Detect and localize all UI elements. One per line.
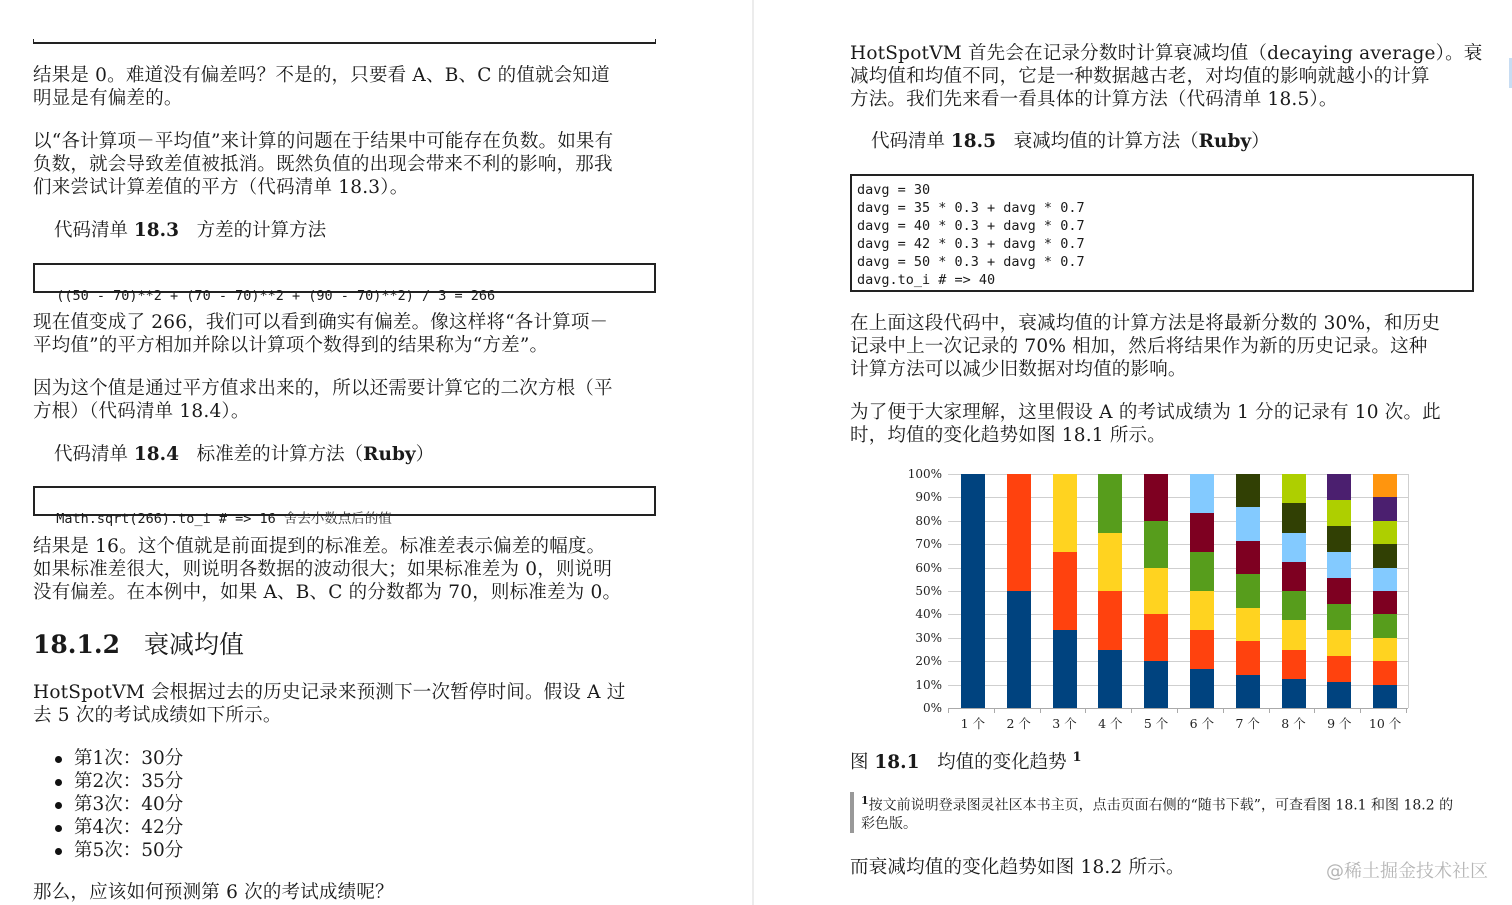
watermark: @稀土掘金技术社区: [1326, 861, 1488, 882]
bar-segment: [1190, 669, 1214, 708]
y-tick-label: 80%: [915, 513, 942, 528]
bar-segment: [1327, 630, 1351, 656]
list-item: 第4次：42分: [52, 816, 183, 839]
code-listing-18-3: ((50 - 70)**2 + (70 - 70)**2 + (90 - 70)**2) / 3 = 266: [33, 263, 656, 293]
bar-segment: [1282, 679, 1306, 708]
x-tick-label: 8 个: [1281, 716, 1306, 731]
bar-segment: [1236, 574, 1260, 607]
paragraph-negative-issue: 以“各计算项－平均值”来计算的问题在于结果中可能存在负数。如果有 负数，就会导致差值被抵消。既然负值的出现会带来不利的影响，那我 们来尝试计算差值的平方（代码清单 18.3）。: [33, 131, 614, 198]
paragraph-question: 那么，应该如何预测第 6 次的考试成绩呢？: [33, 882, 394, 903]
bar-stack: [1327, 474, 1351, 708]
bar-stack: [1007, 474, 1031, 708]
footnote: $^1$按文前说明登录图灵社区本书主页，点击页面右侧的“随书下载”，可查看图 18.1 和图 18.2 的 彩色版。: [850, 792, 1491, 833]
bar-segment: [1373, 544, 1397, 567]
bar-segment: [1190, 474, 1214, 513]
bar-segment: [1236, 641, 1260, 674]
list-item: 第5次：50分: [52, 839, 183, 862]
x-tick-label: 5 个: [1143, 716, 1169, 731]
y-tick-label: 0%: [922, 701, 942, 715]
x-tick-label: 1 个: [960, 716, 986, 731]
bar-segment: [1373, 638, 1397, 661]
y-tick-label: 50%: [915, 584, 942, 598]
list-item: 第3次：40分: [52, 793, 183, 816]
paragraph-figure-18-2-intro: 而衰减均值的变化趋势如图 18.2 所示。: [850, 857, 1185, 878]
bar-segment: [1373, 521, 1397, 544]
bar-segment: [1373, 568, 1397, 591]
paragraph-figure-intro: 为了便于大家理解，这里假设 A 的考试成绩为 1 分的记录有 10 次。此 时，均值的变化趋势如图 18.1 所示。: [850, 402, 1441, 446]
bar-segment: [1053, 474, 1077, 552]
x-tick: [1177, 708, 1178, 713]
bar-segment: [1236, 608, 1260, 641]
listing-caption-18-3: 代码清单 18.3 方差的计算方法: [54, 220, 327, 241]
bar-segment: [1327, 474, 1351, 500]
x-tick: [1406, 708, 1407, 713]
bar-stack: [1282, 474, 1306, 708]
bar-segment: [1190, 552, 1214, 591]
y-tick-label: 100%: [907, 467, 942, 481]
bar-segment: [1236, 474, 1260, 507]
bar-segment: [1144, 521, 1168, 568]
bar-stack: [961, 474, 985, 708]
listing-caption-18-5: 代码清单 18.5 衰减均值的计算方法（Ruby）: [871, 131, 1270, 152]
x-tick: [994, 708, 995, 713]
bar-segment: [1327, 578, 1351, 604]
bar-segment: [1007, 591, 1031, 708]
paragraph-square-root: 因为这个值是通过平方值求出来的，所以还需要计算它的二次方根（平 方根）（代码清单 18.4）。: [33, 378, 613, 422]
bar-segment: [1144, 568, 1168, 615]
bar-segment: [1236, 541, 1260, 574]
bar-stack: [1144, 474, 1168, 708]
x-tick: [1360, 708, 1361, 713]
listing-caption-18-4: 代码清单 18.4 标准差的计算方法（Ruby）: [54, 444, 435, 465]
x-axis-line: [948, 708, 1408, 709]
bar-stack: [1098, 474, 1122, 708]
x-tick-label: 3 个: [1052, 716, 1077, 731]
bar-segment: [1282, 620, 1306, 649]
bar-segment: [1282, 474, 1306, 503]
bar-segment: [1098, 533, 1122, 592]
code-listing-18-5: davg = 30 davg = 35 * 0.3 + davg * 0.7 davg = 40 * 0.3 + davg * 0.7 davg = 42 * 0.3 + davg * 0.7 davg = 50 * 0.3 + davg * 0.7 davg.to_i # => 40: [850, 174, 1474, 292]
bar-segment: [1098, 591, 1122, 650]
top-rule: [33, 42, 656, 44]
bar-segment: [1327, 682, 1351, 708]
bar-segment: [1373, 474, 1397, 497]
score-list: [52, 747, 183, 862]
bar-segment: [1327, 604, 1351, 630]
y-tick-label: 20%: [915, 654, 942, 669]
figure-caption: 图 18.1 均值的变化趋势 $^1$: [850, 750, 1082, 774]
paragraph-code-explanation: 在上面这段代码中，衰减均值的计算方法是将最新分数的 30%，和历史 记录中上一次记录的 70% 相加，然后将结果作为新的历史记录。这种 计算方法可以减少旧数据对均值的影响。: [850, 313, 1441, 380]
bar-segment: [1236, 675, 1260, 708]
x-tick-label: 4 个: [1098, 716, 1123, 731]
bar-stack: [1236, 474, 1260, 708]
bar-segment: [1053, 630, 1077, 708]
y-tick-label: 60%: [915, 560, 942, 575]
x-tick: [1223, 708, 1224, 713]
bar-segment: [1007, 474, 1031, 591]
x-tick: [1085, 708, 1086, 713]
x-tick-label: 10 个: [1368, 716, 1402, 731]
bar-segment: [1373, 591, 1397, 614]
paragraph-result-zero: 结果是 0。难道没有偏差吗？不是的，只要看 A、B、C 的值就会知道 明显是有偏差的。: [33, 65, 610, 109]
list-item: 第1次：30分: [52, 747, 183, 770]
bar-segment: [1327, 526, 1351, 552]
bar-segment: [1053, 552, 1077, 630]
section-heading: 18.1.2 衰减均值: [33, 630, 245, 659]
bar-segment: [1190, 591, 1214, 630]
y-tick-label: 10%: [915, 677, 942, 692]
bar-segment: [1236, 507, 1260, 540]
y-tick-label: 70%: [915, 537, 942, 552]
bar-segment: [1098, 474, 1122, 533]
y-tick-label: 40%: [915, 607, 942, 622]
paragraph-std-dev: 结果是 16。这个值就是前面提到的标准差。标准差表示偏差的幅度。 如果标准差很大，则说明各数据的波动很大；如果标准差为 0，则说明 没有偏差。在本例中，如果 A、B、C 的分数都为 70，则标准差为 0。: [33, 536, 622, 603]
footnote-ref: 1: [1072, 750, 1082, 765]
x-tick: [1269, 708, 1270, 713]
list-item: 第2次：35分: [52, 770, 183, 793]
x-tick: [1131, 708, 1132, 713]
x-tick-label: 9 个: [1327, 716, 1352, 731]
bar-segment: [1144, 661, 1168, 708]
bar-segment: [1282, 650, 1306, 679]
x-tick: [1314, 708, 1315, 713]
bar-segment: [1282, 503, 1306, 532]
bar-segment: [1144, 614, 1168, 661]
x-tick: [948, 708, 949, 713]
bar-segment: [1327, 500, 1351, 526]
bar-stack: [1373, 474, 1397, 708]
code-listing-18-4: Math.sqrt(266).to_i # => 16 舍去小数点后的值: [33, 486, 656, 516]
bar-segment: [1098, 650, 1122, 709]
x-tick-label: 2 个: [1006, 716, 1031, 731]
bar-segment: [1373, 614, 1397, 637]
bar-segment: [1190, 513, 1214, 552]
x-tick: [1040, 708, 1041, 713]
x-tick-label: 6 个: [1189, 716, 1215, 731]
paragraph-variance: 现在值变成了 266，我们可以看到确实有偏差。像这样将“各计算项－ 平均值”的平方相加并除以计算项个数得到的结果称为“方差”。: [33, 312, 609, 356]
bar-stack: [1190, 474, 1214, 708]
bar-segment: [1282, 533, 1306, 562]
paragraph-decaying-average: HotSpotVM 首先会在记录分数时计算衰减均值（decaying average）。衰 减均值和均值不同，它是一种数据越古老，对均值的影响就越小的计算 方法。我们先来看一看具体的计算方法（代码清单 18.5）。: [850, 43, 1483, 110]
bar-segment: [1373, 497, 1397, 520]
bar-segment: [961, 474, 985, 708]
bar-segment: [1373, 661, 1397, 684]
y-tick-label: 90%: [915, 490, 942, 505]
bar-stack: [1053, 474, 1077, 708]
bar-segment: [1144, 474, 1168, 521]
y-tick-label: 30%: [915, 630, 942, 645]
bar-segment: [1190, 630, 1214, 669]
stacked-bar-chart: [900, 468, 1420, 738]
bar-segment: [1327, 656, 1351, 682]
paragraph-hotspot-predict: HotSpotVM 会根据过去的历史记录来预测下一次暂停时间。假设 A 过 去 5 次的考试成绩如下所示。: [33, 682, 626, 726]
bar-segment: [1282, 591, 1306, 620]
bar-segment: [1282, 562, 1306, 591]
x-tick-label: 7 个: [1235, 716, 1260, 731]
chart-plot-area: [950, 474, 1409, 708]
bar-segment: [1327, 552, 1351, 578]
bar-segment: [1373, 685, 1397, 708]
